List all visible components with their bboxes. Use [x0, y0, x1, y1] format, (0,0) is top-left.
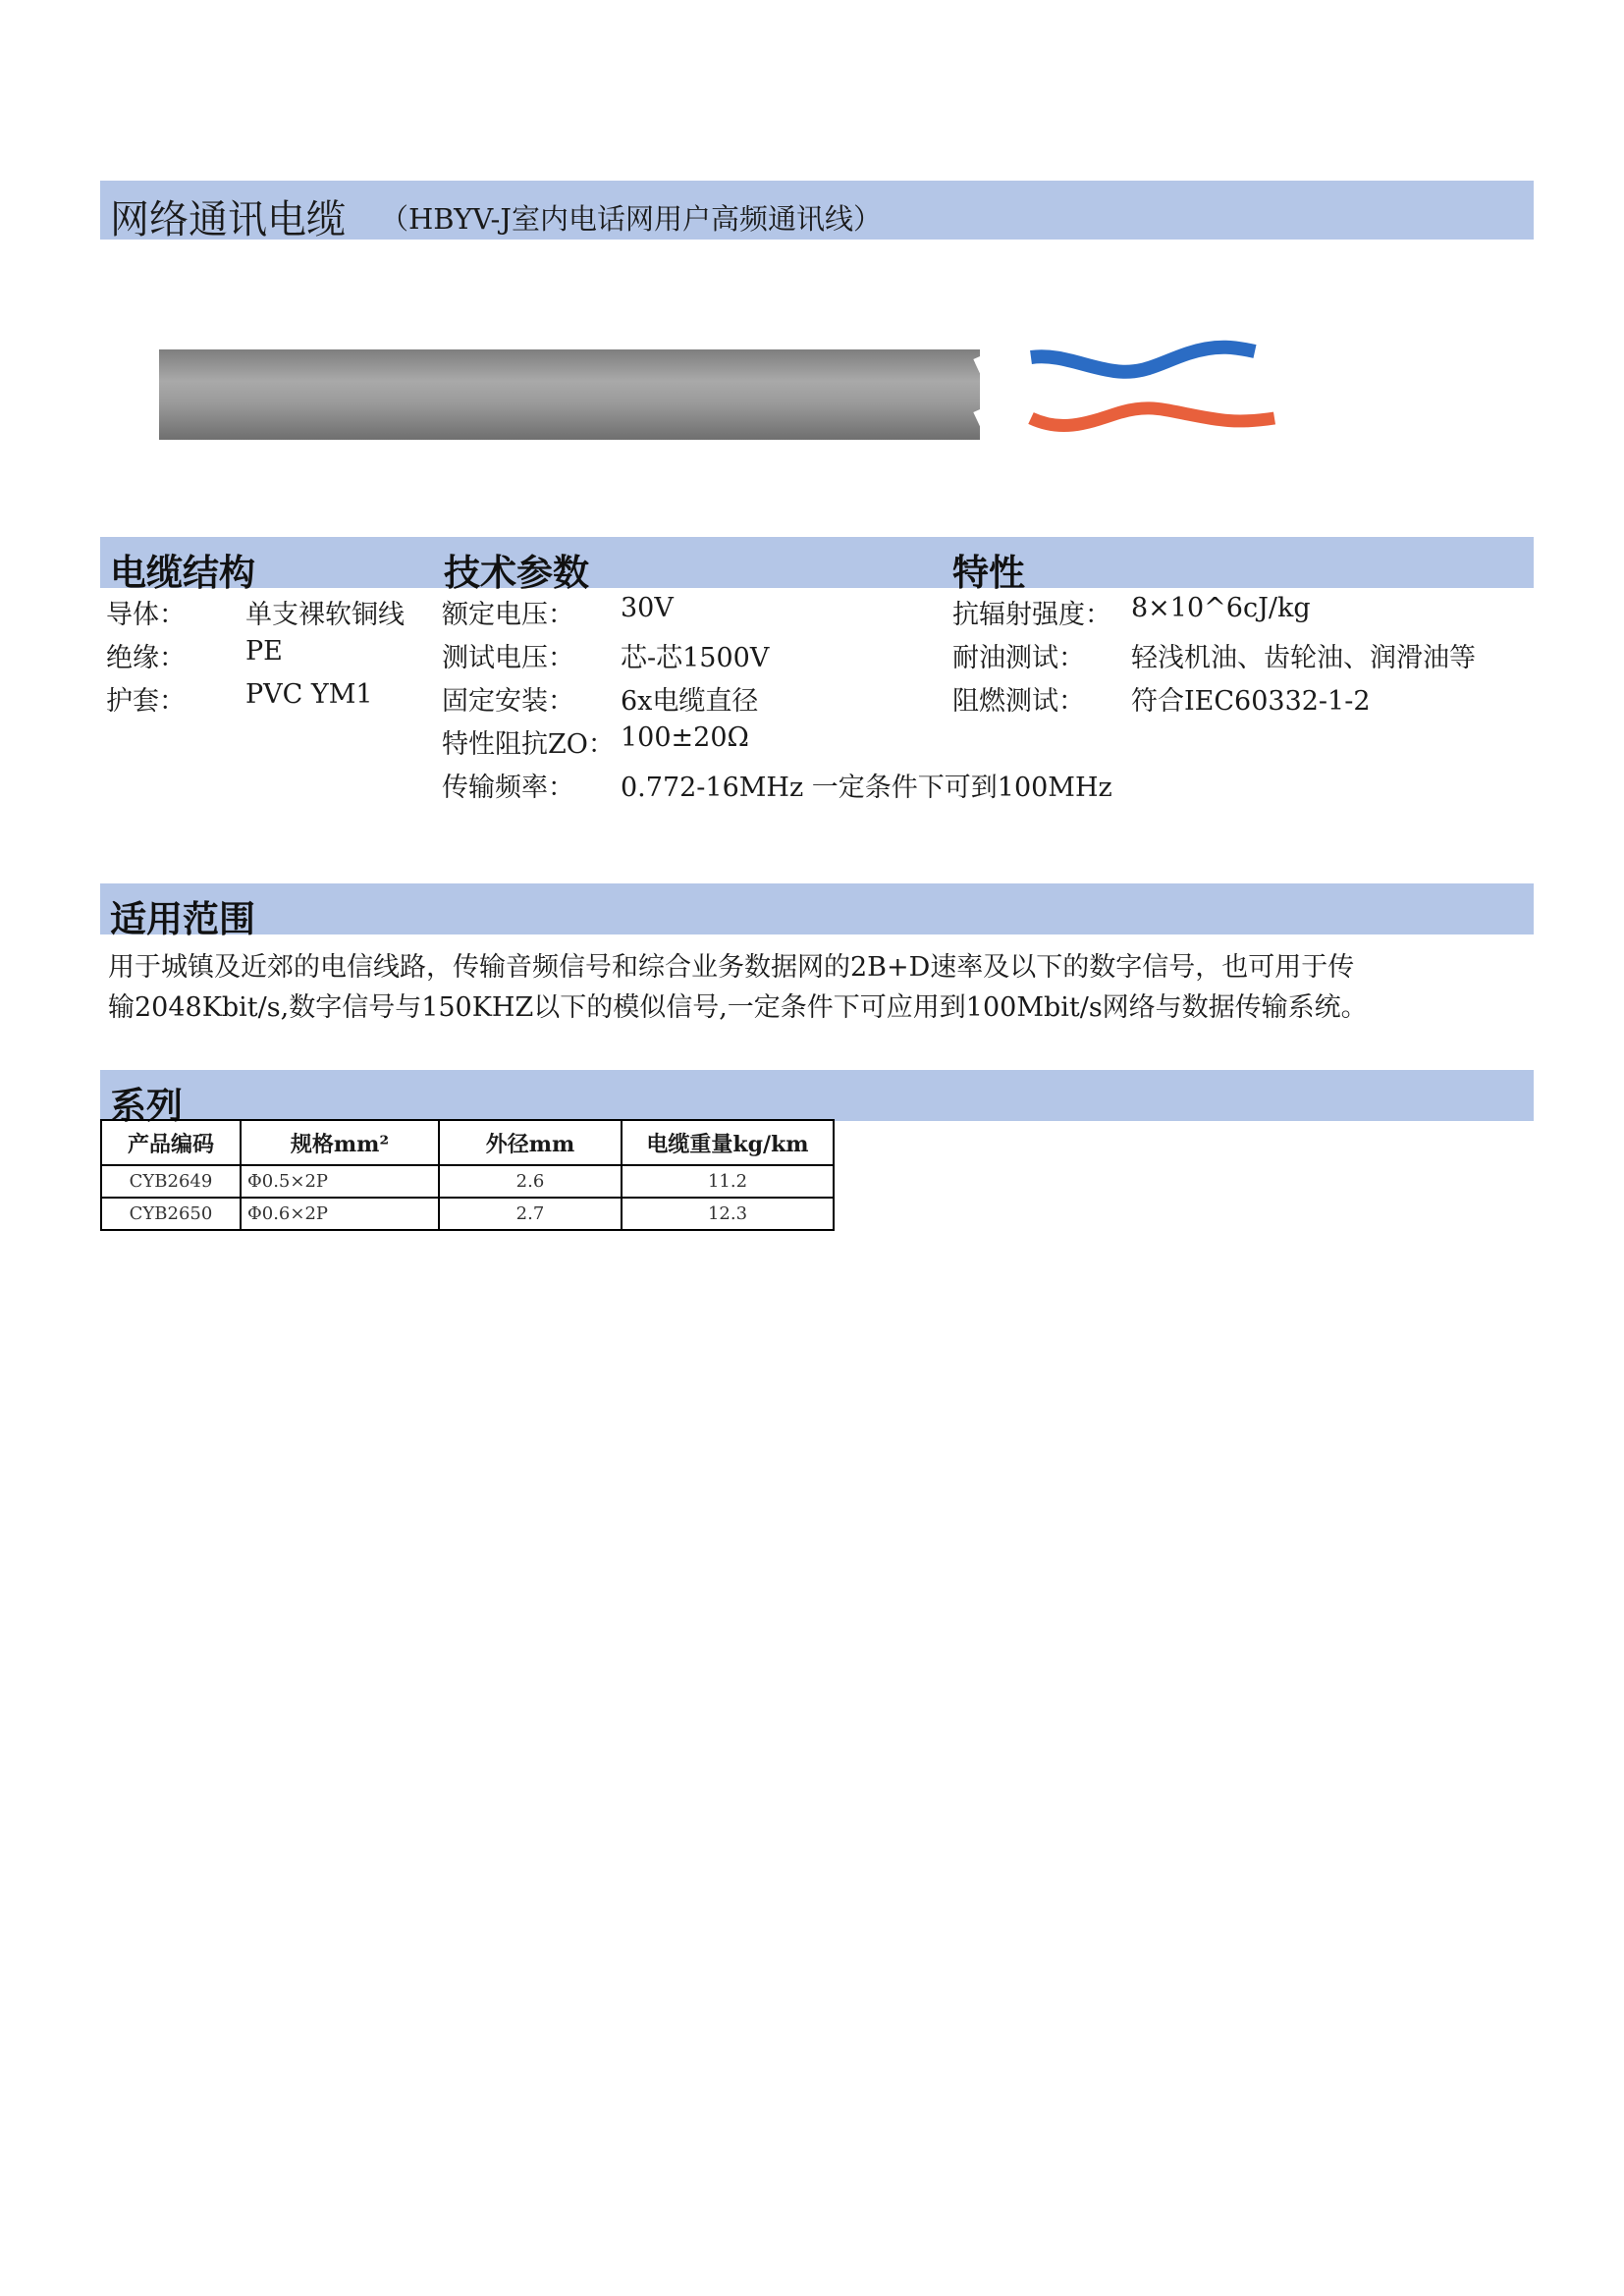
series-heading: 系列 — [110, 1085, 183, 1127]
param-value: 30V — [621, 593, 674, 623]
table-row — [101, 1165, 834, 1198]
structure-label: 护套： — [106, 686, 186, 717]
param-value: 0.772-16MHz 一定条件下可到100MHz — [621, 773, 1112, 803]
param-value: 芯-芯1500V — [621, 643, 770, 673]
column-header: 产品编码 — [101, 1120, 241, 1165]
application-line-1: 用于城镇及近郊的电信线路，传输音频信号和综合业务数据网的2B+D速率及以下的数字信号，也可用于传 — [108, 952, 1355, 983]
column-header: 规格mm² — [241, 1120, 439, 1165]
series-header-bar — [100, 1070, 1534, 1127]
param-label: 测试电压： — [442, 643, 574, 673]
param-label: 特性阻抗ZO： — [442, 729, 615, 760]
feature-value: 符合IEC60332-1-2 — [1131, 686, 1371, 717]
structure-value: PE — [245, 636, 283, 667]
page-title: 网络通讯电缆 — [110, 197, 346, 242]
outer-diameter-cell: 2.7 — [439, 1198, 622, 1230]
weight-cell: 11.2 — [622, 1165, 834, 1198]
feature-label: 阻燃测试： — [952, 686, 1085, 717]
product-code-cell: CYB2650 — [101, 1198, 241, 1230]
cable-jacket — [159, 349, 980, 440]
feature-value: 轻浅机油、齿轮油、润滑油等 — [1131, 643, 1476, 673]
spec-cell: Φ0.5×2P — [241, 1165, 439, 1198]
structure-label: 导体： — [106, 600, 186, 630]
weight-cell: 12.3 — [622, 1198, 834, 1230]
spec-header-bar — [100, 537, 1534, 594]
column-header: 外径mm — [439, 1120, 622, 1165]
params-heading: 技术参数 — [444, 552, 589, 594]
application-header-bar — [100, 883, 1534, 940]
param-label: 固定安装： — [442, 686, 574, 717]
structure-value: PVC YM1 — [245, 679, 373, 710]
features-heading: 特性 — [952, 552, 1025, 594]
param-value: 6x电缆直径 — [621, 686, 759, 717]
param-value: 100±20Ω — [621, 722, 749, 753]
application-heading: 适用范围 — [110, 898, 255, 940]
application-line-2: 输2048Kbit/s,数字信号与150KHZ以下的模似信号,一定条件下可应用到100Mbit/s网络与数据传输系统。 — [108, 992, 1368, 1023]
structure-label: 绝缘： — [106, 643, 186, 673]
outer-diameter-cell: 2.6 — [439, 1165, 622, 1198]
title-bar — [100, 181, 1534, 240]
feature-label: 抗辐射强度： — [952, 600, 1111, 630]
structure-heading: 电缆结构 — [110, 552, 255, 594]
structure-value: 单支裸软铜线 — [245, 600, 405, 630]
feature-value: 8×10^6cJ/kg — [1131, 593, 1311, 623]
table-row — [101, 1198, 834, 1230]
spec-cell: Φ0.6×2P — [241, 1198, 439, 1230]
series-table — [100, 1119, 835, 1231]
page-subtitle: （HBYV-J室内电话网用户高频通讯线） — [380, 202, 882, 236]
table-header-row — [101, 1120, 834, 1165]
cable-image — [147, 324, 1276, 461]
param-label: 传输频率： — [442, 773, 574, 803]
column-header: 电缆重量kg/km — [622, 1120, 834, 1165]
feature-label: 耐油测试： — [952, 643, 1085, 673]
product-code-cell: CYB2649 — [101, 1165, 241, 1198]
param-label: 额定电压： — [442, 600, 574, 630]
